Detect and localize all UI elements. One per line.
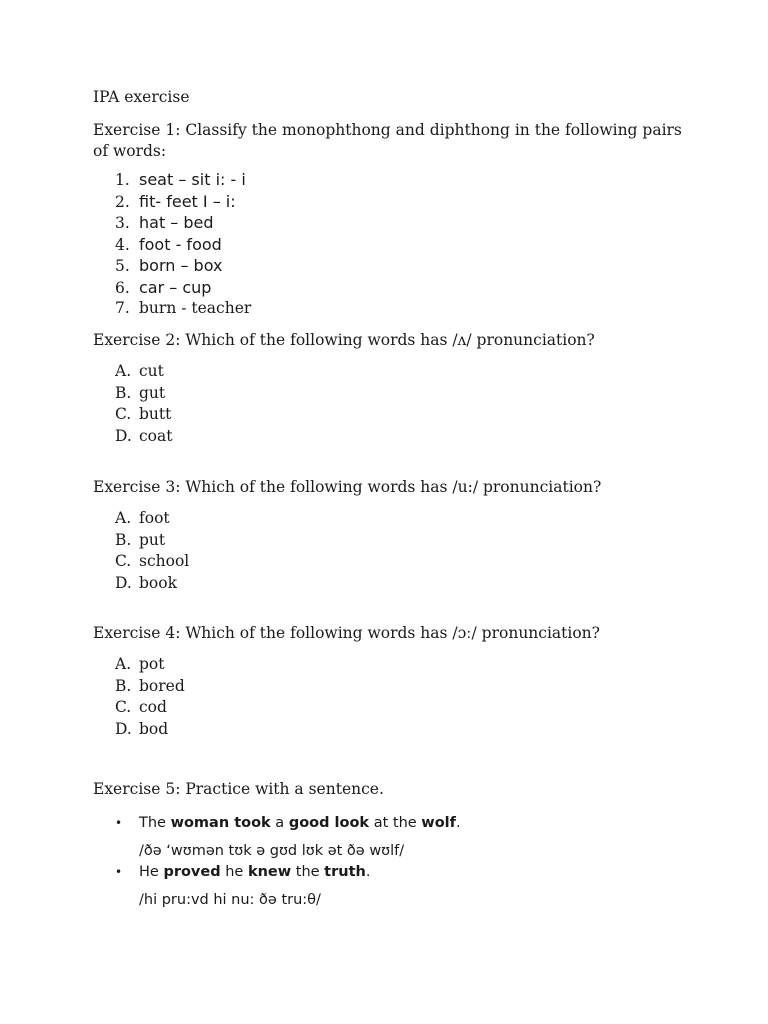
list-item xyxy=(115,384,172,406)
ipa-transcription: /hi pru:vd hi nu: ðə tru:θ/ xyxy=(139,892,321,908)
option-text: coat xyxy=(139,426,173,445)
sentence-bold-fragment: proved xyxy=(163,864,221,880)
sentence-fragment: . xyxy=(455,815,461,831)
list-item xyxy=(115,299,251,321)
exercise-2-heading: Exercise 2: Which of the following words has /ʌ/ pronunciation? xyxy=(93,331,595,349)
exercise-3-heading: Exercise 3: Which of the following words has /u:/ pronunciation? xyxy=(93,478,602,496)
list-item-text: seat – sit i: - i xyxy=(139,170,246,189)
sentence-fragment: . xyxy=(365,864,371,880)
exercise-4-options xyxy=(115,655,185,741)
list-item xyxy=(115,192,251,214)
sentence-fragment: at the xyxy=(369,815,422,831)
list-marker: C. xyxy=(115,698,132,716)
list-item-text: foot - food xyxy=(139,234,222,254)
option-text: cut xyxy=(139,362,164,380)
bullet-icon: • xyxy=(115,816,123,830)
list-item xyxy=(115,698,185,720)
list-item xyxy=(115,552,189,574)
option-text: gut xyxy=(139,383,166,402)
list-marker: 4. xyxy=(115,235,130,254)
list-item xyxy=(115,213,251,235)
list-item xyxy=(115,815,461,863)
list-marker: B. xyxy=(115,383,132,402)
list-marker: A. xyxy=(115,509,132,527)
practice-sentence xyxy=(139,864,370,880)
list-item xyxy=(115,720,185,742)
ipa-transcription: /ðə ‘wʊmən tʊk ə gʊd lʊk ət ðə wʊlf/ xyxy=(139,843,405,859)
document-title: IPA exercise xyxy=(93,88,190,106)
option-text: bod xyxy=(139,719,169,738)
sentence-fragment: a xyxy=(270,815,289,831)
list-marker: D. xyxy=(115,573,132,592)
list-marker: 1. xyxy=(115,171,130,189)
list-item-text: hat – bed xyxy=(139,213,214,232)
sentence-fragment: the xyxy=(291,864,325,880)
list-item-text: car – cup xyxy=(139,277,212,297)
list-marker: C. xyxy=(115,405,132,423)
option-text: bored xyxy=(139,676,185,695)
list-marker: D. xyxy=(115,719,132,738)
sentence-bold-fragment: wolf xyxy=(421,815,456,831)
list-item xyxy=(115,531,189,553)
option-text: cod xyxy=(139,698,167,716)
list-item-text: born – box xyxy=(139,256,223,275)
sentence-bold-fragment: truth xyxy=(324,864,366,880)
option-text: put xyxy=(139,530,166,549)
list-item xyxy=(115,278,251,300)
sentence-bold-fragment: good look xyxy=(288,815,370,831)
exercise-2-options xyxy=(115,362,172,448)
list-item-text: fit- feet I – i: xyxy=(139,191,236,211)
option-text: school xyxy=(139,552,190,570)
exercise-4-heading: Exercise 4: Which of the following words has /ɔː/ pronunciation? xyxy=(93,624,600,642)
bullet-icon: • xyxy=(115,865,123,879)
sentence-bold-fragment: woman took xyxy=(170,815,271,831)
exercise-1-heading: Exercise 1: Classify the monophthong and diphthong in the following pairs of words: xyxy=(93,121,682,160)
list-marker: 2. xyxy=(115,192,130,211)
sentence-fragment: The xyxy=(139,815,171,831)
list-item xyxy=(115,677,185,699)
list-marker: C. xyxy=(115,552,132,570)
list-item xyxy=(115,864,461,912)
list-item xyxy=(115,509,189,531)
list-item xyxy=(115,256,251,278)
list-item-text: burn - teacher xyxy=(139,299,252,317)
list-item xyxy=(115,655,185,677)
practice-sentence xyxy=(139,815,461,831)
sentence-fragment: He xyxy=(139,864,164,880)
option-text: foot xyxy=(139,509,170,527)
exercise-3-options xyxy=(115,509,189,595)
list-marker: D. xyxy=(115,426,132,445)
exercise-1-list xyxy=(115,170,251,321)
list-marker: 7. xyxy=(115,299,130,317)
list-marker: B. xyxy=(115,530,132,549)
list-marker: B. xyxy=(115,676,132,695)
list-item xyxy=(115,574,189,596)
list-marker: 5. xyxy=(115,257,130,275)
option-text: butt xyxy=(139,405,172,423)
list-item xyxy=(115,427,172,449)
exercise-5-sentences xyxy=(115,815,461,913)
list-marker: 6. xyxy=(115,278,130,297)
list-item xyxy=(115,405,172,427)
list-marker: 3. xyxy=(115,214,130,232)
sentence-bold-fragment: knew xyxy=(247,864,292,880)
list-item xyxy=(115,235,251,257)
option-text: book xyxy=(139,573,177,592)
list-marker: A. xyxy=(115,362,132,380)
list-item xyxy=(115,170,251,192)
exercise-5-heading: Exercise 5: Practice with a sentence. xyxy=(93,780,384,798)
list-marker: A. xyxy=(115,655,132,673)
list-item xyxy=(115,362,172,384)
sentence-fragment: he xyxy=(220,864,248,880)
option-text: pot xyxy=(139,655,165,673)
